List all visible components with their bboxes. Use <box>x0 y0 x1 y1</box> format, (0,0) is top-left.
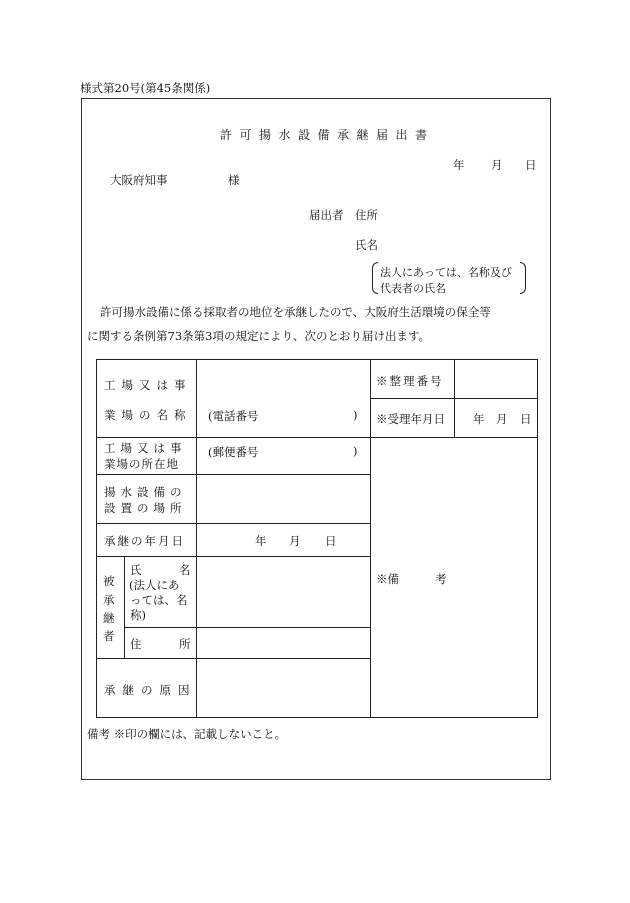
received-date-day: 日 <box>520 412 532 426</box>
succession-date-day: 日 <box>325 534 337 548</box>
received-date-label: ※受理年月日 <box>376 412 445 426</box>
successor-name-label-a: 氏 <box>130 563 142 577</box>
successor-name-note-line4: 称) <box>130 608 146 622</box>
succession-cause-label: 承継の原因 <box>104 683 197 697</box>
postal-code-label: (郵便番号 <box>208 445 259 459</box>
successor-label-char3: 継 <box>103 611 115 625</box>
addressee-honorific: 様 <box>228 173 240 187</box>
received-date-month: 月 <box>496 412 508 426</box>
factory-name-label-line2: 業場の名称 <box>104 408 192 422</box>
body-text-line2: に関する条例第73条第3項の規定により、次のとおり届け出ます。 <box>87 329 431 343</box>
date-year-label: 年 <box>453 158 465 172</box>
received-date-year: 年 <box>473 412 485 426</box>
footnote: 備考 ※印の欄には、記載しないこと。 <box>87 727 287 741</box>
equipment-location-label-line1: 揚水設備の <box>104 485 187 499</box>
successor-label-char2: 承 <box>103 593 115 607</box>
date-day-label: 日 <box>525 158 537 172</box>
body-text-line1: 許可揚水設備に係る採取者の地位を承継したので、大阪府生活環境の保全等 <box>100 305 491 319</box>
successor-address-label-b: 所 <box>179 637 191 651</box>
location-label-line1: 工場又は事 <box>104 441 187 455</box>
succession-date-year: 年 <box>255 534 267 548</box>
document-title: 許可揚水設備承継届出書 <box>220 128 435 142</box>
remarks-label-a: ※備 <box>376 572 399 586</box>
corporate-note-line1: 法人にあっては、名称及び <box>380 266 512 279</box>
successor-label-char1: 被 <box>103 574 115 588</box>
succession-date-month: 月 <box>289 534 301 548</box>
remarks-label-b: 考 <box>435 572 447 586</box>
corporate-note-line2: 代表者の氏名 <box>380 282 446 295</box>
notifier-label: 届出者 <box>309 208 344 222</box>
notifier-name-label: 氏名 <box>355 238 378 252</box>
form-frame <box>81 98 551 780</box>
factory-name-label-line1: 工場又は事 <box>104 378 192 392</box>
phone-number-close: ) <box>353 408 358 422</box>
successor-name-note-line2: (法人にあ <box>129 578 180 592</box>
equipment-location-label-line2: 設置の場所 <box>104 501 187 515</box>
successor-name-note-line3: っては、名 <box>130 593 188 607</box>
notifier-address-label: 住所 <box>355 208 378 222</box>
addressee-name: 大阪府知事 <box>110 173 168 187</box>
successor-name-label-b: 名 <box>179 563 191 577</box>
form-number: 様式第20号(第45条関係) <box>80 81 211 95</box>
location-label-line2: 業場の所在地 <box>104 457 179 471</box>
reference-number-label: ※整理番号 <box>376 374 444 388</box>
succession-date-label: 承継の年月日 <box>104 534 185 548</box>
successor-address-label-a: 住 <box>130 637 142 651</box>
phone-number-label: (電話番号 <box>208 409 259 423</box>
successor-label-char4: 者 <box>103 629 115 643</box>
date-month-label: 月 <box>491 158 503 172</box>
postal-code-close: ) <box>353 444 358 458</box>
